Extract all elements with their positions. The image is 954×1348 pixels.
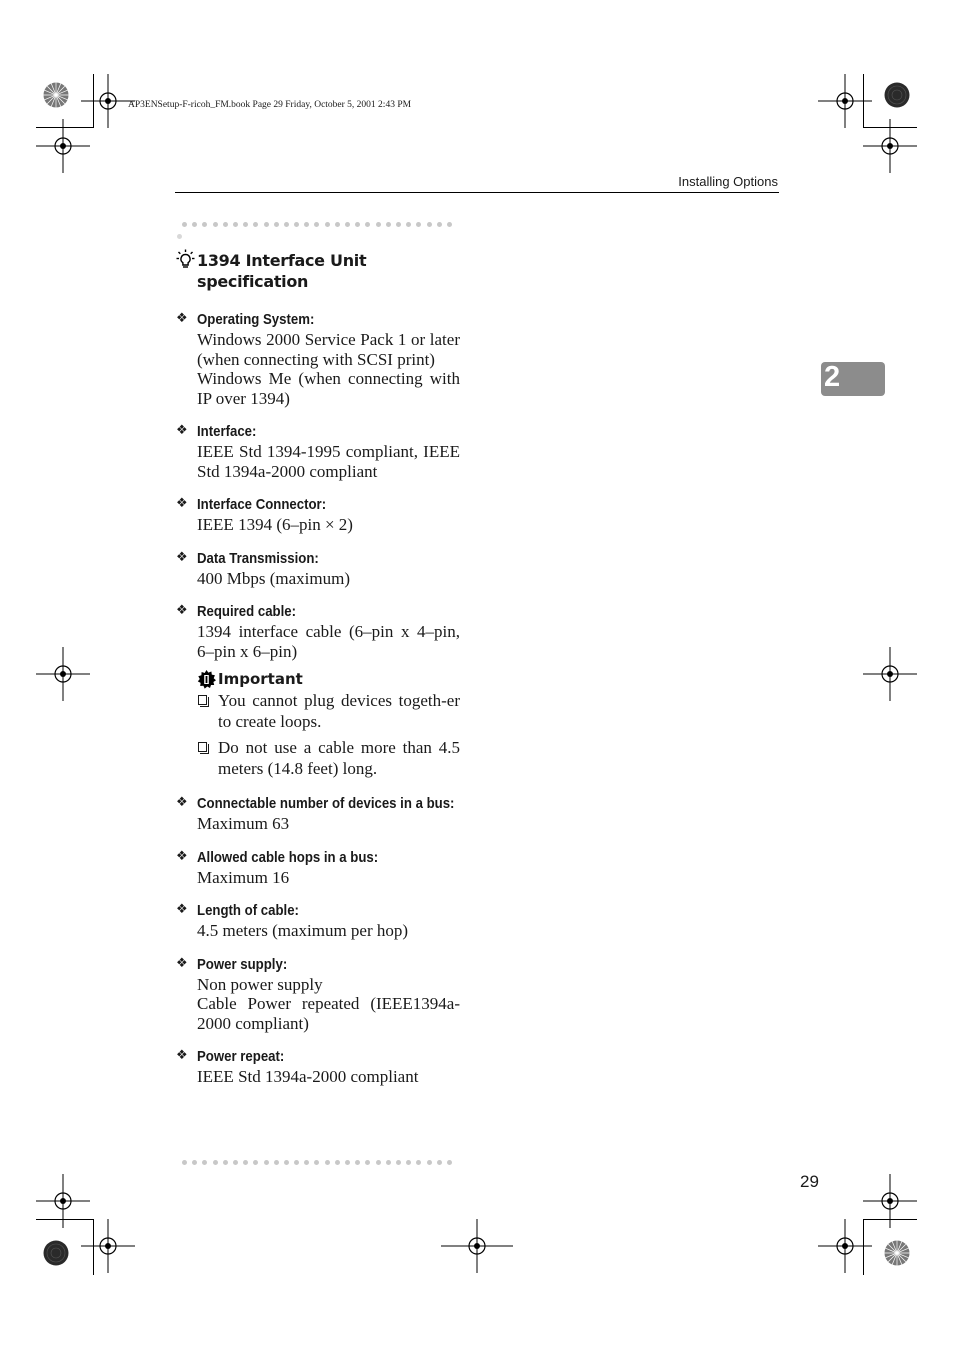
dot <box>345 1160 350 1165</box>
dot <box>274 1160 279 1165</box>
important-text: Do not use a cable more than 4.5 meters (14.8 feet) long. <box>218 738 460 778</box>
important-header <box>197 669 460 689</box>
lightbulb-icon <box>176 249 195 270</box>
spec-item <box>176 309 460 408</box>
important-item <box>197 738 460 779</box>
spec-item <box>176 900 460 941</box>
spec-value: 1394 interface cable (6–pin x 4–pin, 6–pin x 6–pin) <box>197 622 460 661</box>
spec-label: Interface: <box>197 423 257 440</box>
dot <box>253 1160 258 1165</box>
running-header: Installing Options <box>678 174 778 189</box>
spec-list <box>176 309 460 1100</box>
dot <box>437 1160 442 1165</box>
dot <box>202 222 207 227</box>
spec-label: Connectable number of devices in a bus: <box>197 795 455 812</box>
important-icon <box>197 670 216 689</box>
black-disc-icon <box>43 1240 69 1266</box>
dot <box>294 1160 299 1165</box>
dot <box>213 1160 218 1165</box>
spec-label: Interface Connector: <box>197 496 327 513</box>
dotted-rule-top <box>182 222 460 228</box>
black-disc-icon <box>884 82 910 108</box>
spec-value: Maximum 63 <box>197 814 290 833</box>
dot <box>182 222 187 227</box>
dot <box>365 222 370 227</box>
dot <box>345 222 350 227</box>
dot <box>386 222 391 227</box>
dot <box>396 1160 401 1165</box>
spec-value: IEEE 1394 (6–pin × 2) <box>197 515 353 534</box>
diamond-bullet-icon: ❖ <box>176 848 188 864</box>
book-meta: AP3ENSetup-F-ricoh_FM.book Page 29 Friday, October 5, 2001 2:43 PM <box>128 100 412 110</box>
important-item <box>197 691 460 732</box>
dot <box>223 222 228 227</box>
dot <box>264 1160 269 1165</box>
chapter-tab <box>821 362 885 396</box>
spec-item <box>176 548 460 589</box>
registration-mark-icon <box>81 1219 135 1273</box>
dot <box>376 1160 381 1165</box>
color-wheel-icon <box>43 82 69 108</box>
spec-value-line: Windows 2000 Service Pack 1 or later (when connecting with SCSI print) <box>197 330 460 369</box>
spec-value: 400 Mbps (maximum) <box>197 568 350 588</box>
dot <box>406 222 411 227</box>
spec-item <box>176 601 460 661</box>
dot <box>325 222 330 227</box>
checkbox-icon <box>198 695 207 705</box>
spec-value <box>197 975 460 1034</box>
dot <box>416 222 421 227</box>
diamond-bullet-icon: ❖ <box>176 955 188 971</box>
diamond-bullet-icon: ❖ <box>176 496 188 511</box>
dot <box>416 1160 421 1165</box>
spec-label: Power repeat: <box>197 1048 285 1065</box>
dot <box>376 222 381 227</box>
important-note <box>197 669 460 779</box>
diamond-bullet-icon: ❖ <box>176 549 188 565</box>
dot <box>355 1160 360 1165</box>
dotted-rule-top <box>177 234 183 240</box>
registration-mark-icon <box>36 647 90 701</box>
spec-label: Operating System: <box>197 311 315 328</box>
diamond-bullet-icon: ❖ <box>176 1048 188 1063</box>
spec-value-line: Cable Power repeated (IEEE1394a-2000 compliant) <box>197 994 460 1033</box>
dot <box>325 1160 330 1165</box>
spec-value-line: Windows Me (when connecting with IP over 1394) <box>197 369 460 408</box>
diamond-bullet-icon: ❖ <box>176 311 188 326</box>
spec-item <box>176 954 460 1034</box>
spec-value: Maximum 16 <box>197 867 290 887</box>
diamond-bullet-icon: ❖ <box>176 423 188 438</box>
dot <box>447 222 452 227</box>
spec-value-line: Non power supply <box>197 974 323 994</box>
diamond-bullet-icon: ❖ <box>176 902 188 917</box>
dot <box>243 222 248 227</box>
checkbox-icon <box>198 742 207 752</box>
dot <box>202 1160 207 1165</box>
diamond-bullet-icon: ❖ <box>176 603 188 618</box>
spec-item <box>176 793 460 834</box>
dot <box>396 222 401 227</box>
dot <box>355 222 360 227</box>
dot <box>223 1160 228 1165</box>
dotted-rule-bottom <box>182 1160 460 1166</box>
registration-mark-icon <box>863 647 917 701</box>
diamond-bullet-icon: ❖ <box>176 795 188 810</box>
dot <box>386 1160 391 1165</box>
dot <box>365 1160 370 1165</box>
dot <box>406 1160 411 1165</box>
spec-value: IEEE Std 1394-1995 compliant, IEEE Std 1394a-2000 compliant <box>197 442 460 481</box>
dot <box>304 222 309 227</box>
dot <box>284 222 289 227</box>
chapter-number: 2 <box>824 361 841 393</box>
header-rule <box>175 192 779 193</box>
spec-item <box>176 1046 460 1087</box>
important-text: You cannot plug devices togeth-er to create loops. <box>218 691 460 731</box>
spec-item <box>176 494 460 535</box>
spec-label: Power supply: <box>197 955 288 973</box>
dot <box>437 222 442 227</box>
spec-value: 4.5 meters (maximum per hop) <box>197 921 409 940</box>
spec-item <box>176 847 460 888</box>
dot <box>427 1160 432 1165</box>
dot <box>182 1160 187 1165</box>
important-title: Important <box>218 670 303 688</box>
spec-label: Data Transmission: <box>197 549 319 567</box>
spec-label: Allowed cable hops in a bus: <box>197 848 379 866</box>
dot <box>243 1160 248 1165</box>
dot <box>294 222 299 227</box>
color-wheel-icon <box>884 1240 910 1266</box>
dot <box>233 1160 238 1165</box>
dot <box>314 222 319 227</box>
dot <box>192 222 197 227</box>
section-title: 1394 Interface Unit specification <box>197 251 367 291</box>
dot <box>314 1160 319 1165</box>
dot <box>213 222 218 227</box>
dot <box>335 1160 340 1165</box>
spec-value <box>197 330 460 408</box>
spec-label: Length of cable: <box>197 902 299 919</box>
page-number: 29 <box>800 1172 819 1191</box>
spec-value: IEEE Std 1394a-2000 compliant <box>197 1067 419 1086</box>
dot <box>335 222 340 227</box>
dot <box>427 222 432 227</box>
dot <box>284 1160 289 1165</box>
dot <box>253 222 258 227</box>
dot <box>274 222 279 227</box>
registration-mark-icon <box>441 1219 513 1273</box>
dot <box>264 222 269 227</box>
dot <box>447 1160 452 1165</box>
spec-item <box>176 421 460 481</box>
spec-label: Required cable: <box>197 603 297 620</box>
dot <box>304 1160 309 1165</box>
dot <box>233 222 238 227</box>
dot <box>192 1160 197 1165</box>
